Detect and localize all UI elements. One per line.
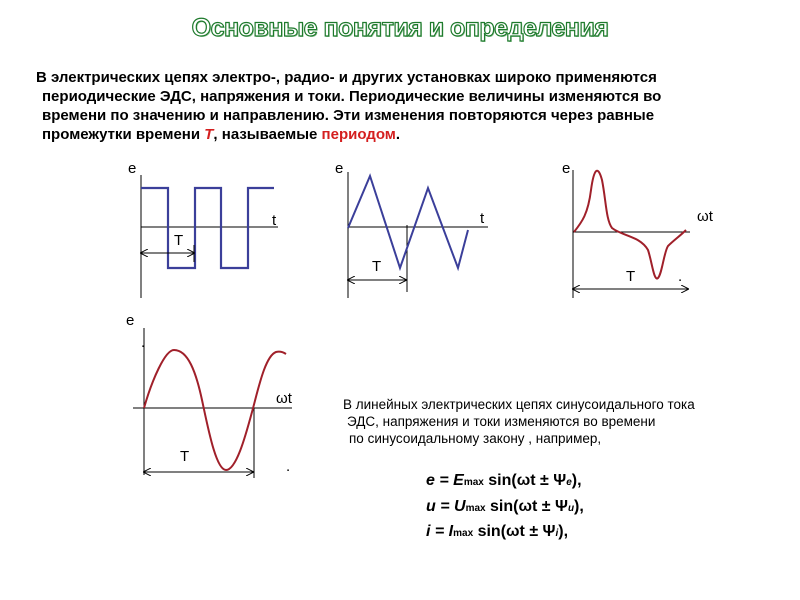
intro-line-3: времени по значению и направлению. Эти изменения повторяются через равные: [42, 107, 655, 124]
period-symbol: Т: [204, 126, 214, 143]
square-wave-line: [141, 188, 277, 268]
square-wave-graph: [141, 175, 278, 298]
intro-paragraph: [6, 68, 776, 144]
formula-u-sub: max: [465, 503, 486, 514]
sine-dot-2: .: [286, 458, 291, 475]
formula-i: [426, 523, 568, 541]
formula-u-phase: u: [567, 503, 575, 514]
pulse-wave-line: [574, 171, 686, 279]
sine-period-label: T: [180, 448, 190, 465]
sinus-line-3: по синусоидальному закону , например,: [349, 431, 602, 446]
sinus-paragraph: [343, 396, 763, 447]
formula-e-sub: max: [463, 477, 484, 488]
square-e-label: е: [128, 160, 137, 177]
pulse-period-label: T: [626, 268, 636, 285]
formula-e-lhs: e = E: [426, 472, 464, 489]
formula-e-phase: e: [566, 477, 572, 488]
formula-u-lhs: u = U: [426, 498, 466, 515]
formula-e-mid: sin(ωt ± Ψ: [483, 472, 567, 489]
sinus-line-2: ЭДС, напряжения и токи изменяются во времени: [347, 414, 656, 429]
page-title: Основные понятия и определения: [191, 14, 609, 42]
formula-i-mid: sin(ωt ± Ψ: [473, 523, 556, 540]
triangle-wave-graph: [348, 172, 488, 298]
formula-e: [426, 472, 582, 490]
formula-u-end: ),: [574, 498, 584, 515]
formula-e-end: ),: [571, 472, 582, 489]
triangle-wave-line: [348, 176, 468, 268]
intro-line-4: промежутки времени: [42, 126, 205, 143]
square-t-label: t: [272, 212, 277, 229]
sinus-line-1: В линейных электрических цепях синусоидального тока: [343, 397, 695, 412]
triangle-period-label: T: [372, 258, 382, 275]
period-term: периодом: [321, 126, 396, 143]
formula-i-phase: i: [555, 528, 559, 539]
pulse-e-label: е: [562, 160, 571, 177]
formula-u: [426, 498, 584, 516]
formula-u-mid: sin(ωt ± Ψ: [485, 498, 568, 515]
triangle-t-label: t: [480, 210, 485, 227]
sine-wt-label: ωt: [276, 390, 292, 407]
sine-e-label: е: [126, 312, 135, 329]
square-period-label: T: [174, 232, 184, 249]
formula-i-lhs: i = I: [426, 523, 454, 540]
sine-wave-line: [144, 350, 286, 470]
formula-i-end: ),: [558, 523, 569, 540]
intro-line-2: периодические ЭДС, напряжения и токи. Периодические величины изменяются во: [42, 88, 662, 105]
intro-line-4c: .: [395, 126, 401, 143]
triangle-e-label: е: [335, 160, 344, 177]
sine-dot-1: .: [141, 334, 146, 351]
pulse-wt-label: ωt: [697, 208, 713, 225]
pulse-dot: .: [678, 268, 683, 285]
intro-line-4b: , называемые: [213, 126, 322, 143]
formula-i-sub: max: [453, 528, 474, 539]
sine-wave-graph: [133, 328, 292, 478]
intro-line-1: В электрических цепях электро-, радио- и других установках широко применяются: [36, 69, 657, 86]
